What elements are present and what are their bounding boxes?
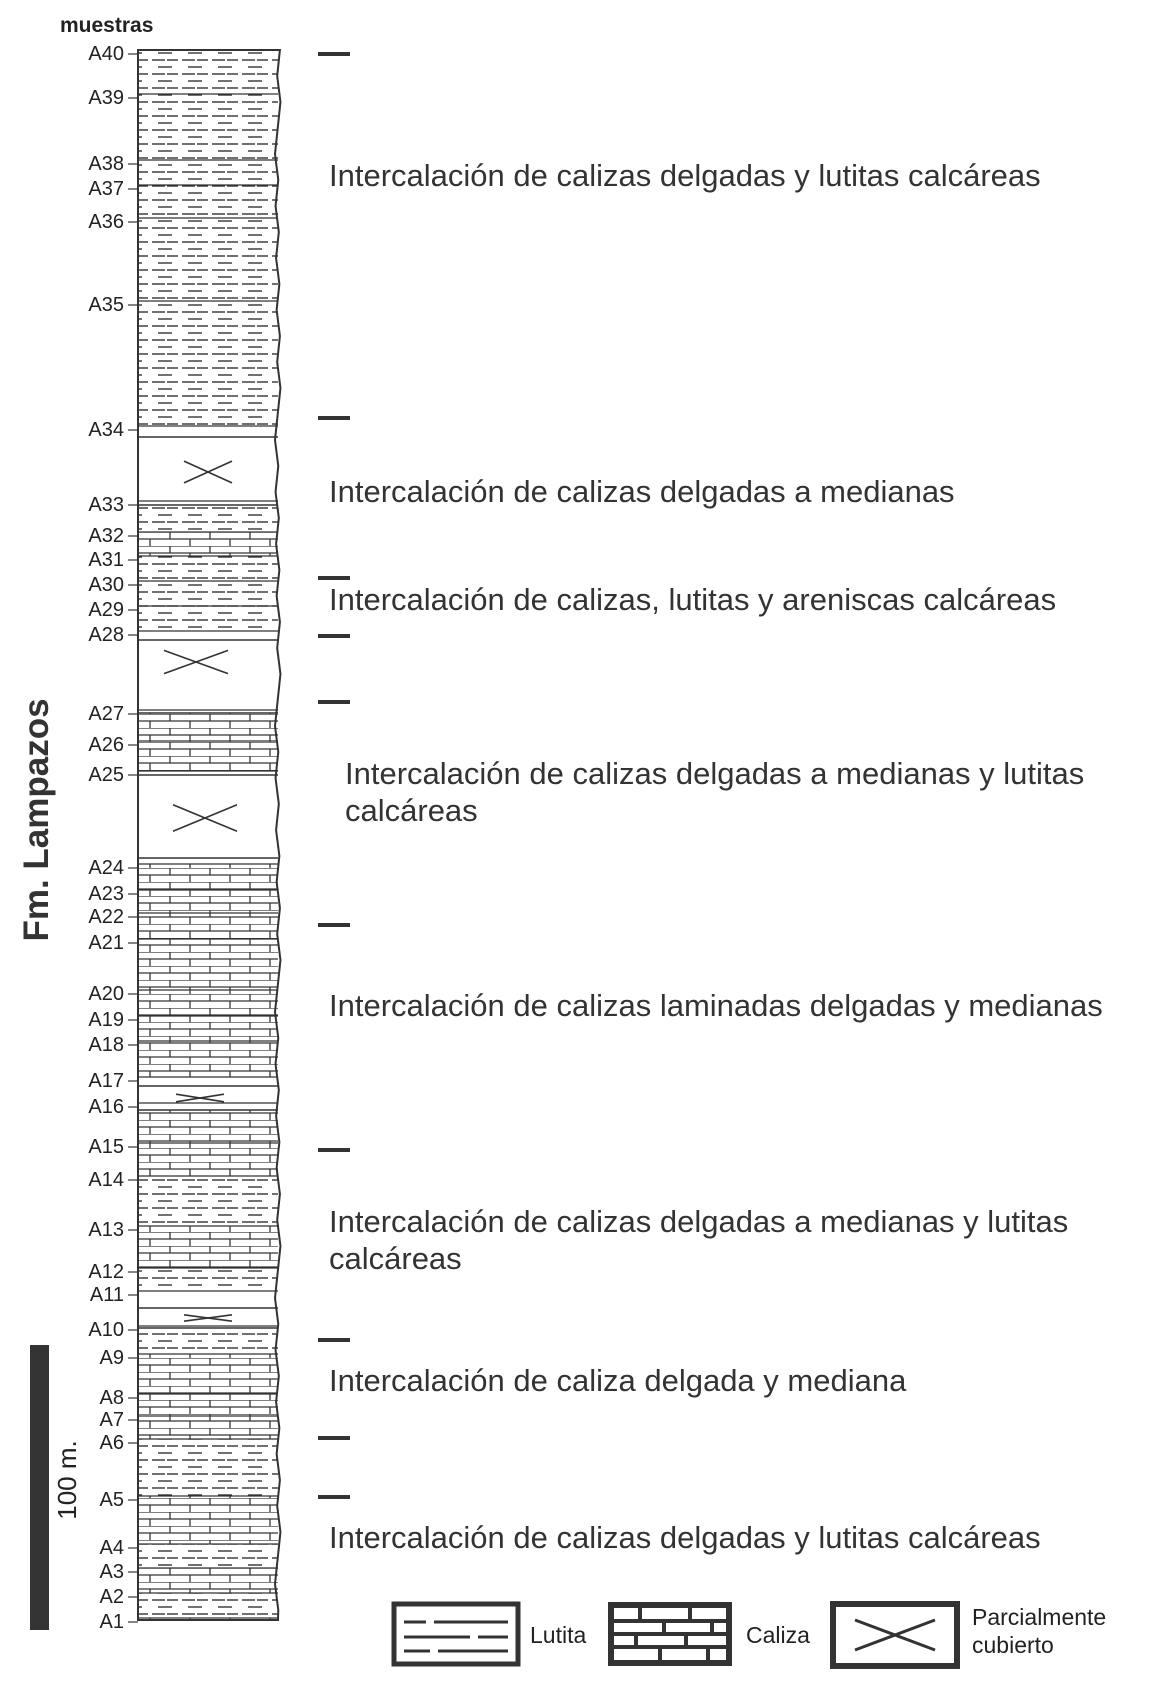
unit-description-7: Intercalación de caliza delgada y mediana <box>329 1363 907 1398</box>
sample-label-A38: A38 <box>88 153 124 175</box>
unit-boundary-tick <box>318 1495 350 1499</box>
sample-label-A27: A27 <box>88 703 124 725</box>
column-interval-A37 <box>138 185 278 218</box>
legend-cover-label-2: cubierto <box>972 1632 1054 1658</box>
column-interval-A35 <box>138 301 278 426</box>
column-interval-A2 <box>138 1593 278 1618</box>
sample-label-A18: A18 <box>88 1034 124 1056</box>
unit-boundary-tick <box>318 1148 350 1152</box>
scale-bar <box>30 1345 49 1630</box>
unit-description-8: Intercalación de calizas delgadas y lutitas calcáreas <box>329 1520 1041 1555</box>
column-interval-A6 <box>138 1439 278 1496</box>
column-interval-A24 <box>138 864 278 890</box>
column-interval-A39 <box>138 94 278 160</box>
sample-labels <box>88 43 138 1633</box>
sample-label-A40: A40 <box>88 43 124 65</box>
sample-label-A37: A37 <box>88 178 124 200</box>
sample-label-A17: A17 <box>88 1070 124 1092</box>
sample-label-A1: A1 <box>99 1611 124 1633</box>
legend <box>394 1602 1106 1666</box>
covered-interval <box>138 1086 278 1110</box>
unit-descriptions <box>329 158 1103 1555</box>
sample-label-A6: A6 <box>99 1432 124 1454</box>
sample-label-A13: A13 <box>88 1219 124 1241</box>
sample-label-A11: A11 <box>89 1284 124 1306</box>
column-interval-A5 <box>138 1496 278 1544</box>
sample-label-A19: A19 <box>88 1009 124 1031</box>
sample-label-A35: A35 <box>88 294 124 316</box>
column-interval-A10 <box>138 1326 278 1354</box>
sample-label-A25: A25 <box>88 764 124 786</box>
sample-label-A29: A29 <box>88 599 124 621</box>
unit-boundary-tick <box>318 576 350 580</box>
column-interval-A29 <box>138 606 278 631</box>
legend-cover-label-1: Parcialmente <box>972 1604 1107 1630</box>
column-interval-A21 <box>138 939 278 990</box>
column-interval-A27 <box>138 710 278 741</box>
unit-description-4: Intercalación de calizas delgadas a medianas y lutitas calcáreas <box>345 756 1085 828</box>
sample-label-A33: A33 <box>88 494 124 516</box>
sample-label-A8: A8 <box>99 1387 124 1409</box>
column-interval-A15 <box>138 1143 278 1176</box>
sample-label-A39: A39 <box>88 87 124 109</box>
legend-shale-swatch <box>394 1604 518 1664</box>
column-interval-A20 <box>138 990 278 1016</box>
samples-header: muestras <box>60 14 154 37</box>
covered-interval <box>138 437 278 505</box>
legend-limestone-label: Caliza <box>746 1622 810 1648</box>
unit-description-5: Intercalación de calizas laminadas delgadas y medianas <box>329 988 1103 1023</box>
sample-label-A10: A10 <box>88 1319 124 1341</box>
column-interval-A19 <box>138 1016 278 1041</box>
sample-label-A9: A9 <box>99 1347 124 1369</box>
unit-description-1: Intercalación de calizas delgadas y lutitas calcáreas <box>329 158 1041 193</box>
column-interval-A26 <box>138 741 278 771</box>
sample-label-A22: A22 <box>88 906 124 928</box>
sample-label-A34: A34 <box>88 419 124 441</box>
column-interval-A30 <box>138 581 278 606</box>
sample-label-A16: A16 <box>88 1096 124 1118</box>
column-interval-A31 <box>138 556 278 581</box>
sample-label-A5: A5 <box>99 1489 124 1511</box>
sample-label-A7: A7 <box>99 1409 124 1431</box>
unit-description-2: Intercalación de calizas delgadas a medianas <box>329 474 955 509</box>
scale-label: 100 m. <box>52 1440 82 1520</box>
column-interval-A7 <box>138 1416 278 1439</box>
sample-label-A23: A23 <box>88 883 124 905</box>
column-interval-A38 <box>138 160 278 185</box>
column-interval-A40 <box>138 50 278 94</box>
sample-label-A36: A36 <box>88 211 124 233</box>
unit-boundary-tick <box>318 634 350 638</box>
sample-label-A3: A3 <box>99 1561 124 1583</box>
sample-label-A24: A24 <box>88 857 124 879</box>
unit-boundary-tick <box>318 416 350 420</box>
unit-boundary-tick <box>318 1436 350 1440</box>
sample-label-A21: A21 <box>88 932 124 954</box>
unit-boundary-tick <box>318 700 350 704</box>
sample-label-A30: A30 <box>88 574 124 596</box>
lithology-column <box>138 50 280 1620</box>
sample-label-A20: A20 <box>88 983 124 1005</box>
column-interval-A36 <box>138 218 278 301</box>
sample-label-A4: A4 <box>99 1537 124 1559</box>
sample-label-A12: A12 <box>88 1261 124 1283</box>
unit-boundary-tick <box>318 1338 350 1342</box>
column-interval-A22 <box>138 913 278 939</box>
unit-description-3: Intercalación de calizas, lutitas y areniscas calcáreas <box>329 582 1057 617</box>
column-interval-A8 <box>138 1394 278 1416</box>
unit-boundary-tick <box>318 923 350 927</box>
column-interval-A3 <box>138 1568 278 1593</box>
sample-label-A2: A2 <box>99 1586 124 1608</box>
column-interval-A9 <box>138 1354 278 1394</box>
legend-shale-label: Lutita <box>530 1622 587 1648</box>
unit-boundary-tick <box>318 52 350 56</box>
covered-interval <box>138 640 278 713</box>
column-interval-A14 <box>138 1176 278 1226</box>
sample-label-A14: A14 <box>88 1169 124 1191</box>
column-interval-A18 <box>138 1041 278 1077</box>
sample-label-A32: A32 <box>88 525 124 547</box>
sample-label-A28: A28 <box>88 624 124 646</box>
column-interval-A12 <box>138 1268 278 1291</box>
legend-limestone-pattern <box>614 1608 726 1660</box>
column-interval-A13 <box>138 1226 278 1268</box>
column-interval-A32 <box>138 532 278 556</box>
sample-label-A31: A31 <box>88 549 124 571</box>
column-interval-A23 <box>138 890 278 913</box>
sample-label-A26: A26 <box>88 734 124 756</box>
unit-description-6: Intercalación de calizas delgadas a medianas y lutitas calcáreas <box>329 1204 1069 1276</box>
column-interval-A4 <box>138 1544 278 1568</box>
formation-label: Fm. Lampazos <box>17 698 56 942</box>
sample-label-A15: A15 <box>88 1136 124 1158</box>
